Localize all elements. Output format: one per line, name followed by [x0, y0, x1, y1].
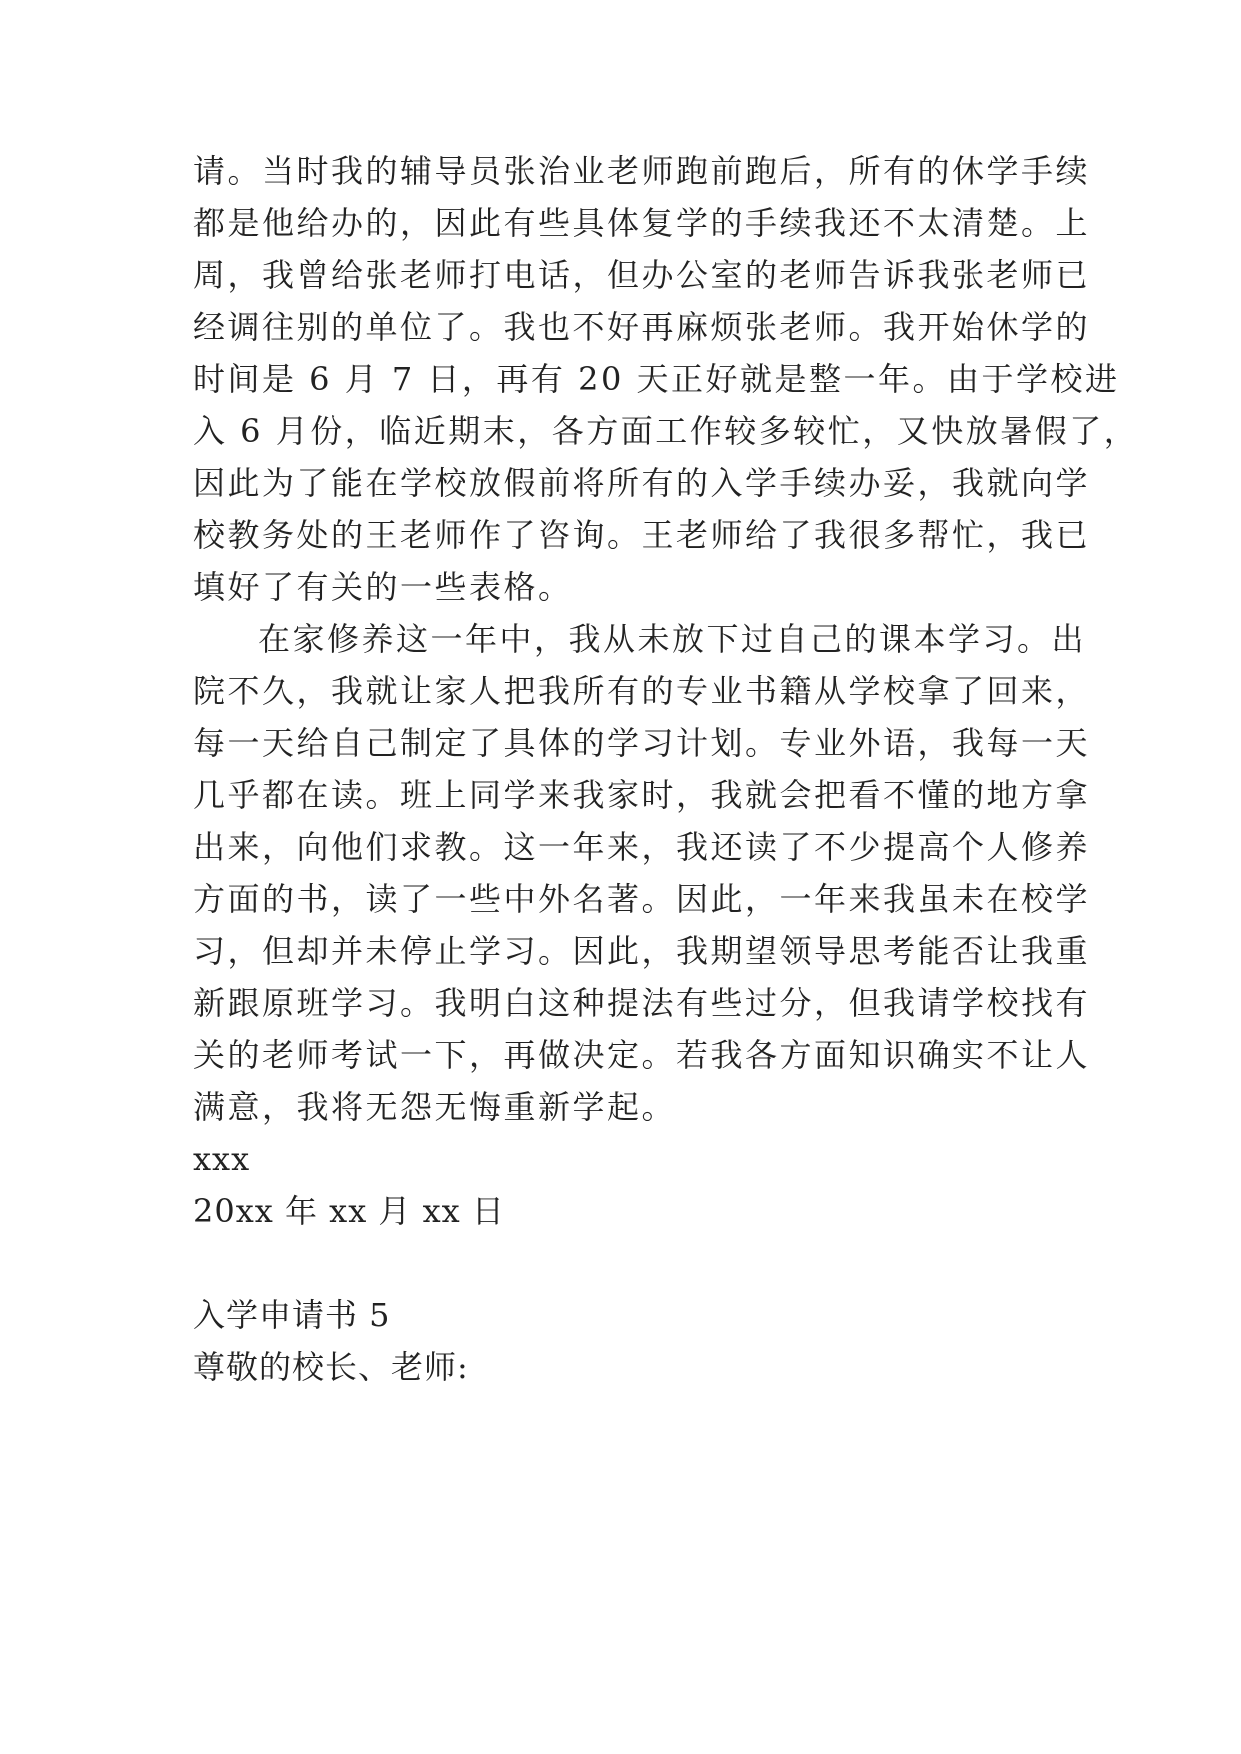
- paragraph-line: 几乎都在读。班上同学来我家时，我就会把看不懂的地方拿: [193, 776, 1091, 814]
- paragraph-line: 满意，我将无怨无悔重新学起。: [193, 1088, 677, 1126]
- paragraph-line: 经调往别的单位了。我也不好再麻烦张老师。我开始休学的: [193, 308, 1091, 346]
- paragraph-line: 因此为了能在学校放假前将所有的入学手续办妥，我就向学: [193, 464, 1091, 502]
- paragraph-line: 每一天给自己制定了具体的学习计划。专业外语，我每一天: [193, 724, 1091, 762]
- paragraph-line: 方面的书，读了一些中外名著。因此，一年来我虽未在校学: [193, 880, 1091, 918]
- signature: xxx: [193, 1140, 251, 1178]
- paragraph-line: 周，我曾给张老师打电话，但办公室的老师告诉我张老师已: [193, 256, 1091, 294]
- paragraph-line: 习，但却并未停止学习。因此，我期望领导思考能否让我重: [193, 932, 1091, 970]
- paragraph-line: 入 6 月份，临近期末，各方面工作较多较忙，又快放暑假了，: [193, 412, 1139, 450]
- paragraph-line: 都是他给办的，因此有些具体复学的手续我还不太清楚。上: [193, 204, 1091, 242]
- paragraph-line: 关的老师考试一下，再做决定。若我各方面知识确实不让人: [193, 1036, 1091, 1074]
- salutation: 尊敬的校长、老师:: [193, 1348, 469, 1386]
- paragraph-line: 时间是 6 月 7 日，再有 20 天正好就是整一年。由于学校进: [193, 360, 1120, 398]
- paragraph-line: 请。当时我的辅导员张治业老师跑前跑后，所有的休学手续: [193, 152, 1091, 190]
- paragraph-line: 填好了有关的一些表格。: [193, 568, 573, 606]
- paragraph-line: 出来，向他们求教。这一年来，我还读了不少提高个人修养: [193, 828, 1091, 866]
- paragraph-line: 院不久，我就让家人把我所有的专业书籍从学校拿了回来，: [193, 672, 1091, 710]
- paragraph-line: 校教务处的王老师作了咨询。王老师给了我很多帮忙，我已: [193, 516, 1091, 554]
- date: 20xx 年 xx 月 xx 日: [193, 1192, 505, 1230]
- paragraph-line: 在家修养这一年中，我从未放下过自己的课本学习。出: [258, 620, 1087, 658]
- next-document-title: 入学申请书 5: [193, 1296, 391, 1334]
- paragraph-line: 新跟原班学习。我明白这种提法有些过分，但我请学校找有: [193, 984, 1091, 1022]
